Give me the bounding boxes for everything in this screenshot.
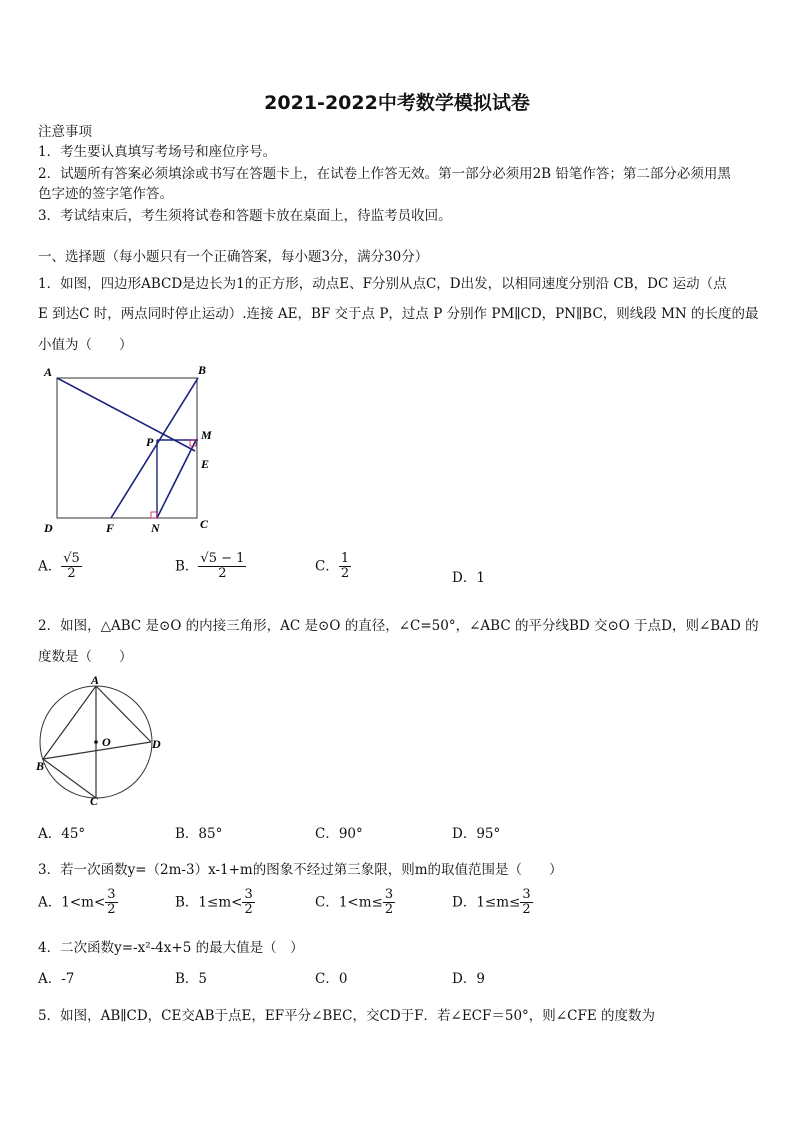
fraction-denominator: 2: [67, 566, 76, 582]
q2-option-b[interactable]: B．85°: [175, 826, 223, 842]
q1-label-m: M: [201, 428, 212, 442]
fraction-denominator: 2: [218, 566, 227, 582]
fraction: [339, 552, 351, 582]
fraction: [61, 552, 82, 582]
q2-label-d: D: [152, 737, 161, 751]
q4-option-d[interactable]: D．9: [452, 971, 485, 987]
fraction-numerator: 1: [340, 551, 350, 566]
q1-option-c[interactable]: [315, 552, 351, 582]
q3-option-b[interactable]: [175, 888, 255, 918]
fraction: [383, 888, 395, 918]
fraction: [520, 888, 532, 918]
q1-label-c: C: [200, 517, 209, 531]
q2-option-a[interactable]: A．45°: [38, 826, 86, 842]
q3-option-c[interactable]: [315, 888, 395, 918]
notice-heading: 注意事项: [38, 124, 92, 140]
fraction-denominator: 2: [244, 902, 253, 918]
fraction: [105, 888, 117, 918]
fraction-denominator: 2: [522, 902, 531, 918]
q2-circle-figure: [34, 672, 174, 812]
fraction: [198, 552, 246, 582]
q1-label-n: N: [151, 521, 160, 535]
option-letter: A．: [38, 558, 62, 575]
q1-label-f: F: [106, 521, 115, 535]
q1-option-b[interactable]: [175, 552, 246, 582]
q2-option-c[interactable]: C．90°: [315, 826, 363, 842]
q1-option-d[interactable]: [452, 566, 485, 586]
fraction-numerator: √5: [63, 551, 80, 566]
q1-option-a[interactable]: [38, 552, 82, 582]
notice-item: 3．考试结束后，考生须将试卷和答题卡放在桌面上，待监考员收回。: [38, 208, 452, 224]
notice-item: 1．考生要认真填写考场号和座位序号。: [38, 144, 277, 160]
q2-label-c: C: [90, 794, 99, 808]
fraction-denominator: 2: [340, 566, 350, 582]
q1-square-figure: [38, 362, 228, 542]
fraction-numerator: √5 − 1: [200, 551, 245, 566]
notice-item: 色字迹的签字笔作答。: [38, 186, 173, 202]
fraction: [242, 888, 254, 918]
option-letter: B．: [175, 558, 199, 575]
fraction-denominator: 2: [384, 902, 394, 918]
q4-option-a[interactable]: A．-7: [38, 971, 75, 987]
q3-option-d[interactable]: [452, 888, 533, 918]
q1-label-a: A: [44, 365, 53, 379]
q2-option-d[interactable]: D．95°: [452, 826, 501, 842]
q2-label-o: O: [102, 735, 111, 749]
option-prefix: B．1≤m<: [175, 894, 243, 911]
fraction-numerator: 3: [244, 887, 253, 902]
option-prefix: A．1<m<: [38, 894, 106, 911]
q1-label-b: B: [198, 363, 207, 377]
q2-line: 2．如图，△ABC 是⊙O 的内接三角形，AC 是⊙O 的直径，∠C=50°，∠ABC 的平分线BD 交⊙O 于点D，则∠BAD 的: [38, 618, 759, 634]
option-prefix: D．1≤m≤: [452, 894, 521, 911]
q1-label-d: D: [44, 521, 53, 535]
q5-line: 5．如图，AB∥CD，CE交AB于点E，EF平分∠BEC，交CD于F．若∠ECF＝50°，则∠CFE 的度数为: [38, 1008, 655, 1024]
fraction-denominator: 2: [107, 902, 116, 918]
q1-line: 1．如图，四边形ABCD是边长为1的正方形，动点E、F分别从点C，D出发，以相同速度分别沿 CB，DC 运动（点: [38, 276, 727, 292]
q3-line: 3．若一次函数y=（2m-3）x-1+m的图象不经过第三象限，则m的取值范围是（ ）: [38, 862, 563, 878]
page-title: 2021-2022中考数学模拟试卷: [264, 92, 530, 114]
option-prefix: C．1<m≤: [315, 894, 383, 911]
fraction-numerator: 3: [107, 887, 116, 902]
notice-item: 2．试题所有答案必须填涂或书写在答题卡上，在试卷上作答无效。第一部分必须用2B 铅笔作答；第二部分必须用黑: [38, 166, 731, 182]
fraction-numerator: 3: [522, 887, 531, 902]
q1-label-e: E: [201, 457, 210, 471]
q4-option-c[interactable]: C．0: [315, 971, 348, 987]
q4-option-b[interactable]: B．5: [175, 971, 208, 987]
q2-label-a: A: [91, 673, 100, 687]
q1-line: E 到达C 时，两点同时停止运动）.连接 AE，BF 交于点 P，过点 P 分别作 PM∥CD，PN∥BC，则线段 MN 的长度的最: [38, 306, 759, 322]
option-text: 1: [476, 570, 485, 586]
q1-line: 小值为（ ）: [38, 337, 133, 353]
q4-line: 4．二次函数y=-x²-4x+5 的最大值是（ ）: [38, 940, 304, 956]
q1-label-p: P: [146, 435, 154, 449]
q3-option-a[interactable]: [38, 888, 118, 918]
fraction-numerator: 3: [384, 887, 394, 902]
option-letter: C．: [315, 558, 339, 575]
option-letter: D．: [452, 570, 477, 586]
section-heading: 一、选择题（每小题只有一个正确答案，每小题3分，满分30分）: [38, 249, 429, 265]
q2-label-b: B: [36, 759, 45, 773]
q2-line: 度数是（ ）: [38, 649, 133, 665]
